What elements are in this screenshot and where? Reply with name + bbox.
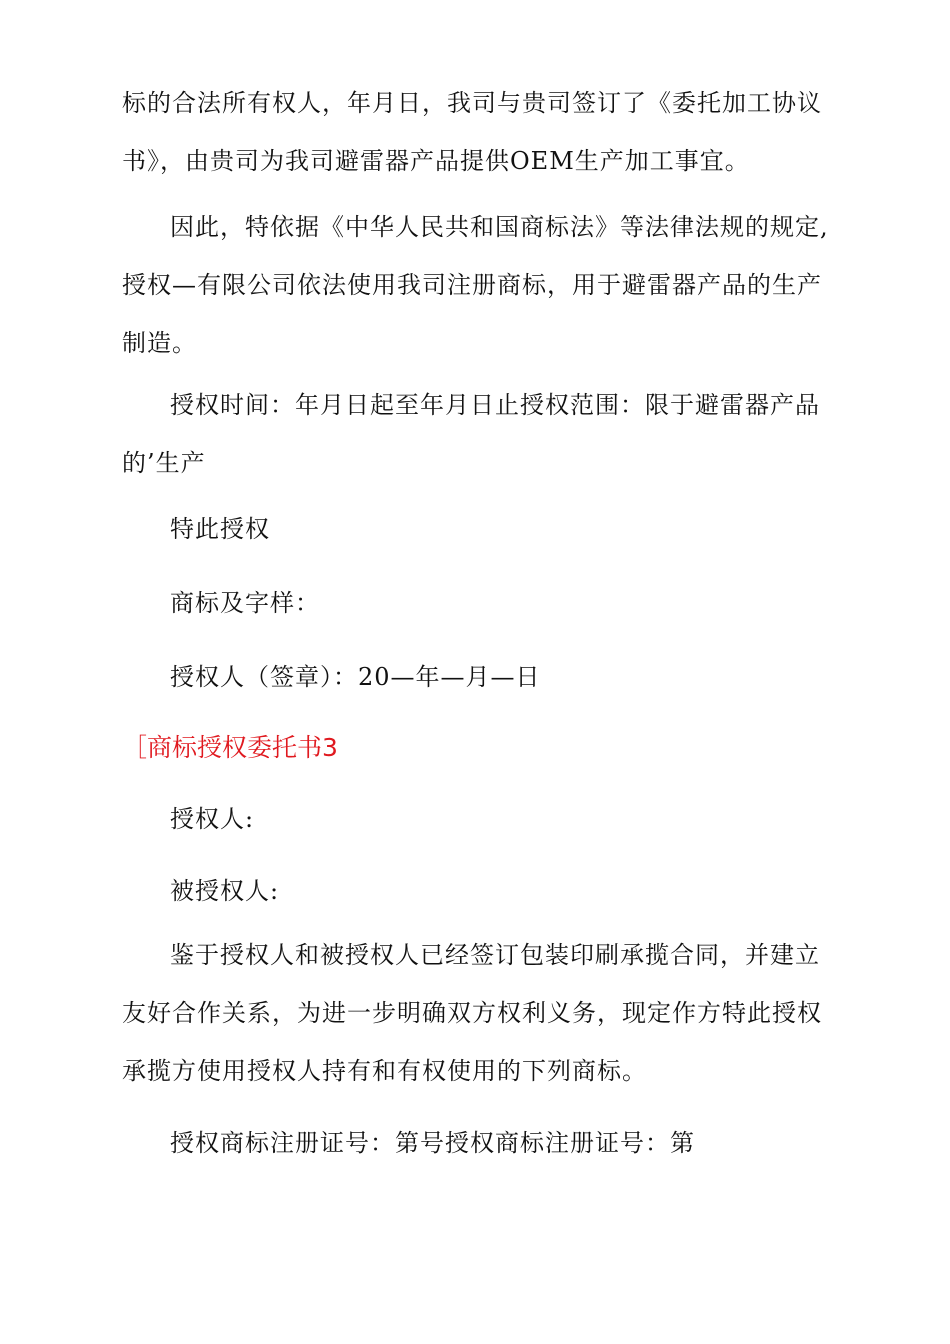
paragraph-line: 制造。 [122, 329, 197, 357]
paragraph-line: 授权时间：年月日起至年月日止授权范围：限于避雷器产品 [170, 391, 820, 419]
paragraph-line: 授权人（签章）：20—年—月—日 [170, 663, 541, 691]
paragraph-contract-background [122, 926, 822, 1100]
paragraph-line: 的’生产 [122, 449, 206, 477]
paragraph-oem-agreement [122, 74, 822, 190]
section-heading: ［商标授权委托书3 [122, 733, 338, 762]
paragraph-line: 授权商标注册证号：第号授权商标注册证号：第 [170, 1129, 695, 1157]
paragraph-line: 被授权人: [170, 877, 280, 905]
paragraph-authorizer [122, 790, 822, 848]
paragraph-authorized-party [122, 862, 822, 920]
paragraph-authorization-period [122, 376, 822, 492]
paragraph-trademark-wording [122, 574, 822, 632]
paragraph-signature-date [122, 648, 822, 706]
paragraph-line: 标的合法所有权人，年月日，我司与贵司签订了《委托加工协议 [122, 89, 822, 117]
paragraph-registration-number [122, 1114, 822, 1172]
paragraph-line: 商标及字样： [170, 589, 320, 617]
paragraph-trademark-law [122, 198, 829, 372]
paragraph-line: 特此授权 [170, 515, 270, 543]
paragraph-line: 授权—有限公司依法使用我司注册商标，用于避雷器产品的生产 [122, 271, 822, 299]
paragraph-line: 友好合作关系，为进一步明确双方权利义务，现定作方特此授权 [122, 999, 822, 1027]
paragraph-line: 承揽方使用授权人持有和有权使用的下列商标。 [122, 1057, 647, 1085]
paragraph-line: 因此，特依据《中华人民共和国商标法》等法律法规的规定, [170, 213, 829, 241]
paragraph-line: 书》，由贵司为我司避雷器产品提供OEM生产加工事宜。 [122, 147, 750, 175]
paragraph-line: 授权人: [170, 805, 255, 833]
paragraph-line: 鉴于授权人和被授权人已经签订包装印刷承揽合同，并建立 [170, 941, 820, 969]
paragraph-hereby-authorize [122, 500, 822, 558]
